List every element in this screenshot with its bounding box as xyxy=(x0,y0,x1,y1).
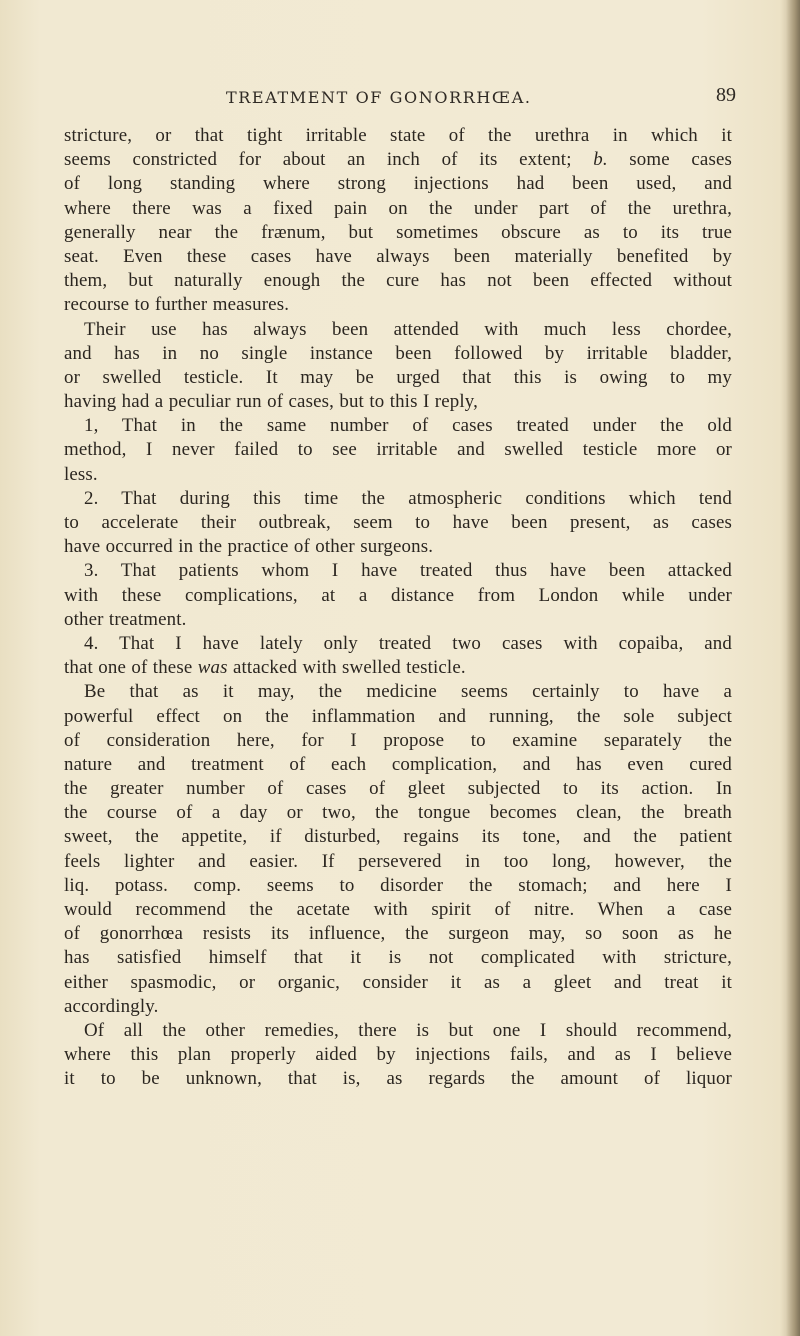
text-line: accordingly. xyxy=(64,995,159,1017)
text-line: the greater number of cases of gleet subjected to its action. In xyxy=(64,778,732,800)
text-line: of consideration here, for I propose to examine separately the xyxy=(64,729,732,751)
text-line: of gonorrhœa resists its influence, the surgeon may, so soon as he xyxy=(64,923,732,945)
text-line: 3. That patients whom I have treated thus have been attacked xyxy=(84,560,732,582)
text-line: 1, That in the same number of cases treated under the old xyxy=(84,415,732,437)
text-line: would recommend the acetate with spirit of nitre. When a case xyxy=(64,899,732,920)
text-line: to accelerate their outbreak, seem to have been present, as cases xyxy=(64,512,732,533)
text-line: feels lighter and easier. If persevered in too long, however, the xyxy=(64,850,732,872)
text-line: it to be unknown, that is, as regards the amount of liquor xyxy=(64,1068,732,1090)
text-line: method, I never failed to see irritable and swelled testicle more or xyxy=(64,439,732,461)
text-line: seems constricted for about an inch of its extent; b. some cases xyxy=(64,149,732,171)
text-line: 4. That I have lately only treated two cases with copaiba, and xyxy=(84,632,732,654)
text-line: has satisfied himself that it is not complicated with stricture, xyxy=(64,947,732,969)
text-line: Be that as it may, the medicine seems certainly to have a xyxy=(84,681,732,703)
text-line: with these complications, at a distance from London while under xyxy=(64,584,732,606)
text-line: stricture, or that tight irritable state of the urethra in which it xyxy=(64,125,732,146)
binding-shadow xyxy=(786,0,800,1336)
text-line: nature and treatment of each complication, and has even cured xyxy=(64,753,732,775)
page-number: 89 xyxy=(716,84,736,106)
text-line: 2. That during this time the atmospheric conditions which tend xyxy=(84,487,732,509)
text-line: sweet, the appetite, if disturbed, regains its tone, and the patient xyxy=(64,826,732,848)
text-line: of long standing where strong injections had been used, and xyxy=(64,173,732,195)
text-line: have occurred in the practice of other surgeons. xyxy=(64,536,434,558)
text-line: and has in no single instance been followed by irritable bladder, xyxy=(64,342,732,364)
text-line: or swelled testicle. It may be urged that this is owing to my xyxy=(64,366,732,388)
text-line: the course of a day or two, the tongue becomes clean, the breath xyxy=(64,802,732,824)
text-line: them, but naturally enough the cure has not been effected without xyxy=(64,270,732,292)
text-line: Of all the other remedies, there is but one I should recommend, xyxy=(84,1019,732,1041)
text-line: where there was a fixed pain on the under part of the urethra, xyxy=(64,197,732,219)
text-line: other treatment. xyxy=(64,608,187,630)
text-line: seat. Even these cases have always been materially benefited by xyxy=(64,245,732,267)
text-line: that one of these was attacked with swelled testicle. xyxy=(64,657,466,679)
text-line: powerful effect on the inflammation and running, the sole subject xyxy=(64,705,732,727)
text-line: recourse to further measures. xyxy=(64,294,290,316)
running-head xyxy=(0,84,800,112)
text-line: liq. potass. comp. seems to disorder the stomach; and here I xyxy=(64,874,732,896)
running-title: TREATMENT OF GONORRHŒA. xyxy=(226,88,532,107)
text-line: Their use has always been attended with much less chordee, xyxy=(84,318,732,340)
text-line: where this plan properly aided by injections fails, and as I believe xyxy=(64,1044,732,1066)
text-line: either spasmodic, or organic, consider it as a gleet and treat it xyxy=(64,971,732,993)
text-line: generally near the frænum, but sometimes obscure as to its true xyxy=(64,221,732,243)
body-text xyxy=(64,124,732,1092)
text-line: less. xyxy=(64,463,98,485)
text-line: having had a peculiar run of cases, but to this I reply, xyxy=(64,391,478,413)
